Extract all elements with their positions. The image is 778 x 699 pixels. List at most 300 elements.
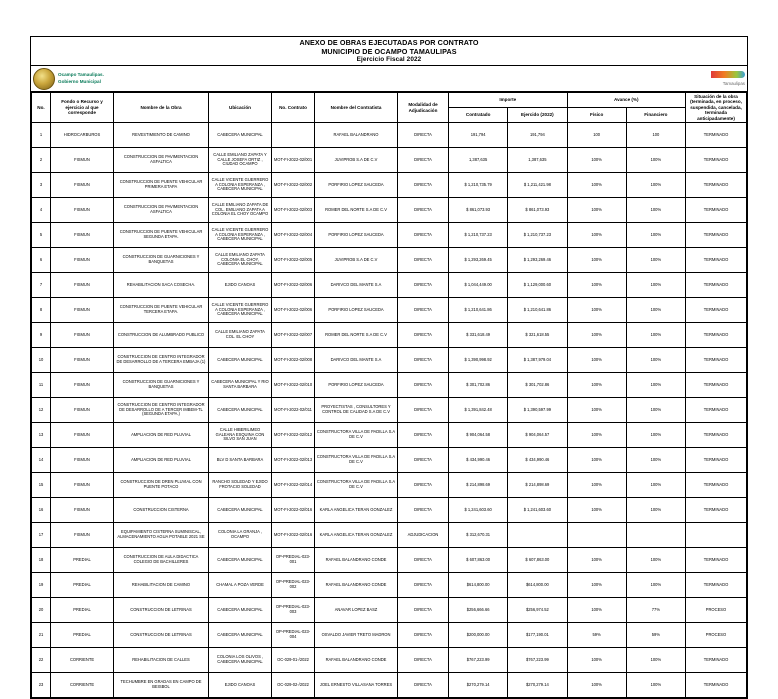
cell-ubicacion: COLONIA LOS OLIVOS , CABECERA MUNICIPAL [209, 648, 272, 673]
cell-modalidad: DIRECTA [398, 273, 449, 298]
cell-modalidad: ADJUDICACION [398, 523, 449, 548]
table-head [32, 93, 747, 123]
cell-financiero: 100% [626, 448, 685, 473]
cell-no: 11 [32, 373, 51, 398]
cell-fisico: 100% [567, 248, 626, 273]
cell-situacion: TERMINADO [686, 323, 747, 348]
cell-no: 12 [32, 398, 51, 423]
cell-contrato: OC-029-01-/2022 [272, 648, 315, 673]
table-row [32, 273, 747, 298]
cell-contratado: $ 1,293,269.45 [449, 248, 508, 273]
cell-contratado: $ 1,391,842.48 [449, 398, 508, 423]
cell-contrato: OP-PREDIAL-023-002 [272, 573, 315, 598]
cell-ubicacion: CABECERA MUNICIPAL [209, 348, 272, 373]
works-table [31, 92, 747, 698]
cell-fondo: FISMUN [51, 248, 114, 273]
cell-no: 23 [32, 673, 51, 698]
cell-situacion: TERMINADO [686, 198, 747, 223]
cell-financiero: 100% [626, 198, 685, 223]
cell-contratista: ROMER DEL NORTE S.A DE C.V [315, 323, 398, 348]
cell-modalidad: DIRECTA [398, 323, 449, 348]
cell-contratista: PORFIRIO LOPEZ SAUCEDA [315, 373, 398, 398]
cell-financiero: 100% [626, 398, 685, 423]
cell-ubicacion: COLONIA LA GRANJA , OCAMPO [209, 523, 272, 548]
cell-fisico: 100% [567, 598, 626, 623]
tamaulipas-swoosh-icon [711, 71, 745, 78]
cell-fondo: FISMUN [51, 198, 114, 223]
cell-contrato: MOT-FI-2022-02/016 [272, 523, 315, 548]
cell-financiero: 100% [626, 223, 685, 248]
cell-ejercido: $ 1,210,641.86 [508, 298, 567, 323]
cell-obra: CONSTRUCCION DE PAVIMENTACION ASFALTICA [114, 148, 209, 173]
cell-no: 9 [32, 323, 51, 348]
title-line-2: MUNICIPIO DE OCAMPO TAMAULIPAS [321, 47, 457, 56]
cell-obra: CONSTRUCCION DE PUENTE VEHICULAR PRIMERA ETAPA [114, 173, 209, 198]
cell-modalidad: DIRECTA [398, 498, 449, 523]
cell-obra: CONSTRUCCION DE CENTRO INTEGRADOR DE DESARROLLO DE A TERCER IMBEM-TL (SEGUNDA ETAPA.) [114, 398, 209, 423]
cell-fondo: FISMUN [51, 323, 114, 348]
state-branding [635, 71, 745, 86]
cell-ubicacion: CALLE EMILIANO ZAPATA COL. EL CHOY [209, 323, 272, 348]
cell-obra: REVESTIMIENTO DE CAMINO [114, 123, 209, 148]
cell-ejercido: $ 1,210,737.23 [508, 223, 567, 248]
table-row [32, 398, 747, 423]
cell-obra: REHABILITACION DE CALLES [114, 648, 209, 673]
cell-situacion: TERMINADO [686, 173, 747, 198]
title-line-3: Ejercicio Fiscal 2022 [356, 56, 422, 63]
cell-contratista: PORFIRIO LOPEZ SAUCEDA [315, 173, 398, 198]
cell-no: 16 [32, 498, 51, 523]
cell-ejercido: $ 1,387,979.04 [508, 348, 567, 373]
cell-financiero: 100% [626, 573, 685, 598]
cell-ejercido: $ 321,618.55 [508, 323, 567, 348]
header-situacion: Situación de la obra (terminada, en proceso, suspendida, cancelada, terminada anticipadamente) [686, 93, 747, 123]
cell-situacion: TERMINADO [686, 348, 747, 373]
cell-fondo: FISMUN [51, 148, 114, 173]
cell-contrato: MOT-FI-2022-02/001 [272, 148, 315, 173]
cell-ubicacion: CABECERA MUNICIPAL [209, 498, 272, 523]
cell-fondo: FISMUN [51, 273, 114, 298]
cell-ubicacion: CALLE VICENTE GUERRERO A COLONIA ESPERANZA , CABECERA MUNICIPAL [209, 298, 272, 323]
cell-financiero [626, 523, 685, 548]
table-row [32, 123, 747, 148]
cell-contratista: PORFIRIO LOPEZ SAUCEDA [315, 298, 398, 323]
cell-contratista: PORFIRIO LOPEZ SAUCEDA [315, 223, 398, 248]
header-obra: Nombre de la Obra [114, 93, 209, 123]
cell-contrato: OC-029-02-/2022 [272, 673, 315, 698]
cell-contratista: RAFAEL BALANDRANO [315, 123, 398, 148]
cell-contratista: CONSTRUCTORA VILLA DE PADILLA S.A DE C.V [315, 473, 398, 498]
cell-contrato: OP-PREDIAL-023-001 [272, 548, 315, 573]
cell-no: 19 [32, 573, 51, 598]
cell-modalidad: DIRECTA [398, 648, 449, 673]
cell-financiero: 100 [626, 123, 685, 148]
cell-modalidad: DIRECTA [398, 423, 449, 448]
cell-contratado: $ 861,073.93 [449, 198, 508, 223]
cell-financiero: 100% [626, 173, 685, 198]
cell-fisico: 100% [567, 298, 626, 323]
cell-ubicacion: CABECERA MUNICIPAL Y RIO SANTA BARBARA [209, 373, 272, 398]
cell-ejercido: $ 904,064.57 [508, 423, 567, 448]
cell-fisico: 100% [567, 573, 626, 598]
cell-obra: CONSTRUCCION DE AULA DIDACTICA COLEGIO DE BACHILLERES [114, 548, 209, 573]
cell-modalidad: DIRECTA [398, 673, 449, 698]
cell-modalidad: DIRECTA [398, 348, 449, 373]
cell-no: 4 [32, 198, 51, 223]
cell-financiero: 100% [626, 148, 685, 173]
cell-situacion: TERMINADO [686, 273, 747, 298]
table-row [32, 223, 747, 248]
cell-fisico: 100% [567, 423, 626, 448]
cell-fondo: FISMUN [51, 173, 114, 198]
cell-ejercido: $ 1,211,421.98 [508, 173, 567, 198]
header-financiero: Financiero [626, 108, 685, 123]
cell-fondo: PREDIAL [51, 573, 114, 598]
cell-ubicacion: CALLE EMILIANO ZAPATA DE COL. EMILIANO ZAPATA A COLONIA EL CHOY OCAMPO [209, 198, 272, 223]
cell-contrato: MOT-FI-2022-02/006 [272, 273, 315, 298]
table-row [32, 473, 747, 498]
cell-fisico: 100% [567, 198, 626, 223]
cell-fondo: FISMUN [51, 298, 114, 323]
cell-contrato: MOT-FI-2022-02/002 [272, 173, 315, 198]
cell-contratado: $270,279.14 [449, 673, 508, 698]
cell-fisico: 100% [567, 548, 626, 573]
cell-ubicacion: CABECERA MUNICIPAL [209, 123, 272, 148]
cell-obra: REHABILITACION SACA COSECHA. [114, 273, 209, 298]
cell-fondo: FISMUN [51, 348, 114, 373]
table-row [32, 423, 747, 448]
cell-situacion: TERMINADO [686, 548, 747, 573]
cell-modalidad: DIRECTA [398, 473, 449, 498]
cell-fisico [567, 523, 626, 548]
cell-contratado: $256,666.66 [449, 598, 508, 623]
cell-situacion: TERMINADO [686, 373, 747, 398]
cell-fisico: 100% [567, 498, 626, 523]
cell-contrato: MOT-FI-2022-02/006 [272, 298, 315, 323]
table-row [32, 598, 747, 623]
cell-contrato: MOT-FI-2022-02/014 [272, 473, 315, 498]
cell-financiero: 100% [626, 373, 685, 398]
cell-ejercido: $767,223.99 [508, 648, 567, 673]
cell-obra: CONSTRUCCION DE GUARNICIONES Y BANQUETAS [114, 248, 209, 273]
cell-ejercido: $ 214,898.69 [508, 473, 567, 498]
table-body [32, 123, 747, 698]
cell-modalidad: DIRECTA [398, 298, 449, 323]
cell-contratado: $ 1,241,603.60 [449, 498, 508, 523]
cell-fisico: 100% [567, 398, 626, 423]
cell-ejercido: $ 434,990.46 [508, 448, 567, 473]
table-row [32, 548, 747, 573]
cell-obra: AMPLIACION DE RED PLUVIAL [114, 423, 209, 448]
cell-contratado: $200,000.00 [449, 623, 508, 648]
cell-contratista: RAFAEL BALANDRANO CONDE [315, 648, 398, 673]
cell-ubicacion: CABECERA MUNICIPAL [209, 398, 272, 423]
cell-ubicacion: BLV D SANTA BARBARA [209, 448, 272, 473]
cell-fisico: 100% [567, 273, 626, 298]
cell-contratista: CONSTRUCTORA VILLA DE PADILLA S.A DE C.V [315, 423, 398, 448]
cell-fisico: 100% [567, 223, 626, 248]
cell-ubicacion: EJIDO CANOAS [209, 673, 272, 698]
header-row-1 [32, 93, 747, 108]
table-row [32, 573, 747, 598]
cell-no: 15 [32, 473, 51, 498]
cell-fondo: FISMUN [51, 223, 114, 248]
cell-situacion: PROCESO [686, 598, 747, 623]
cell-contratista: DARIVCO DEL MANTE S.A [315, 273, 398, 298]
cell-fondo: PREDIAL [51, 548, 114, 573]
table-row [32, 198, 747, 223]
cell-situacion: TERMINADO [686, 648, 747, 673]
cell-modalidad: DIRECTA [398, 173, 449, 198]
cell-no: 7 [32, 273, 51, 298]
cell-ejercido: $270,279.14 [508, 673, 567, 698]
cell-fondo: CORRIENTE [51, 673, 114, 698]
cell-ubicacion: CABECERA MUNICIPAL [209, 598, 272, 623]
cell-contrato: MOT-FI-2022-02/012 [272, 423, 315, 448]
table-row [32, 348, 747, 373]
cell-contratado: $ 1,210,735.79 [449, 173, 508, 198]
cell-financiero: 100% [626, 548, 685, 573]
header-contratado: Contratado [449, 108, 508, 123]
cell-financiero: 100% [626, 273, 685, 298]
cell-contratado: $ 1,210,641.86 [449, 298, 508, 323]
cell-financiero: 100% [626, 473, 685, 498]
cell-situacion: TERMINADO [686, 398, 747, 423]
cell-modalidad: DIRECTA [398, 598, 449, 623]
cell-ejercido [508, 523, 567, 548]
cell-ubicacion: CALLE HIBERILIMEO GALEANA ESQUINA CON SILVO SAN JUAN [209, 423, 272, 448]
header-fisico: Físico [567, 108, 626, 123]
header-contratista: Nombre del Contratista [315, 93, 398, 123]
cell-modalidad: DIRECTA [398, 248, 449, 273]
table-row [32, 648, 747, 673]
cell-fondo: FISMUN [51, 523, 114, 548]
table-row [32, 523, 747, 548]
cell-contratista: OSVALDO JAVIER TRETO MADRON [315, 623, 398, 648]
cell-modalidad: DIRECTA [398, 623, 449, 648]
cell-no: 17 [32, 523, 51, 548]
cell-ejercido: $177,190.01 [508, 623, 567, 648]
cell-contratista: RAFAEL BALANDRANO CONDE [315, 573, 398, 598]
cell-no: 20 [32, 598, 51, 623]
table-row [32, 498, 747, 523]
cell-fondo: FISMUN [51, 423, 114, 448]
cell-contratista: CONSTRUCTORA VILLA DE PADILLA S.A DE C.V [315, 448, 398, 473]
cell-obra: CONSTRUCCION DE PUENTE VEHICULAR TERCERA ETAPA. [114, 298, 209, 323]
cell-financiero: 100% [626, 323, 685, 348]
cell-situacion: TERMINADO [686, 123, 747, 148]
cell-financiero: 100% [626, 498, 685, 523]
document-frame [30, 36, 748, 699]
cell-contratista: KARLA ANGELICA TERAN GONZALEZ [315, 498, 398, 523]
cell-fondo: PREDIAL [51, 623, 114, 648]
cell-no: 1 [32, 123, 51, 148]
cell-modalidad: DIRECTA [398, 148, 449, 173]
cell-fondo: FISMUN [51, 448, 114, 473]
cell-ejercido: $ 301,702.86 [508, 373, 567, 398]
cell-ejercido: 1,387,635 [508, 148, 567, 173]
cell-fondo: FISMUN [51, 373, 114, 398]
gov-line-2: Gobierno Municipal [58, 78, 101, 84]
cell-contrato: MOT-FI-2022-02/003 [272, 198, 315, 223]
cell-modalidad: DIRECTA [398, 198, 449, 223]
cell-modalidad: DIRECTA [398, 448, 449, 473]
cell-ubicacion: CALLE VICENTE GUERRERO A COLONIA ESPERANZA , CABECERA MUNICIPAL [209, 223, 272, 248]
cell-ejercido: $256,974.52 [508, 598, 567, 623]
cell-ejercido: $ 1,390,597.99 [508, 398, 567, 423]
table-row [32, 148, 747, 173]
cell-fisico: 100% [567, 348, 626, 373]
cell-fisico: 100% [567, 673, 626, 698]
cell-contratista: RAFAEL BALANDRANO CONDE [315, 548, 398, 573]
cell-contratista: PROYECTISTAS , CONSULTORES Y CONTROL DE CALIDAD S.A DE C.V [315, 398, 398, 423]
cell-contratista: ROMER DEL NORTE S.A DE C.V [315, 198, 398, 223]
cell-contratado: $ 1,044,449.00 [449, 273, 508, 298]
cell-situacion: TERMINADO [686, 223, 747, 248]
state-label: Tamaulipas [722, 80, 745, 86]
cell-ubicacion: EJIDO CANOAS [209, 273, 272, 298]
cell-contrato [272, 123, 315, 148]
cell-contratado: 1,387,635 [449, 148, 508, 173]
cell-obra: CONSTRUCCION DE PAVIMENTACION ASFALTICA [114, 198, 209, 223]
cell-financiero: 77% [626, 598, 685, 623]
cell-obra: CONSTRUCCION DE LETRINAS [114, 623, 209, 648]
cell-fisico: 100% [567, 148, 626, 173]
header-contrato: No. Contrato [272, 93, 315, 123]
cell-fondo: HIDROCARBUROS [51, 123, 114, 148]
cell-fisico: 100% [567, 373, 626, 398]
cell-ejercido: 191,794 [508, 123, 567, 148]
title-line-1: ANEXO DE OBRAS EJECUTADAS POR CONTRATO [299, 38, 479, 47]
header-importe: Importe [449, 93, 568, 108]
cell-no: 6 [32, 248, 51, 273]
header-fondo: Fondo o Recurso y ejercicio al que corresponde [51, 93, 114, 123]
cell-contratado: $ 312,670.31 [449, 523, 508, 548]
cell-ejercido: $614,800.00 [508, 573, 567, 598]
cell-fondo: FISMUN [51, 473, 114, 498]
cell-no: 8 [32, 298, 51, 323]
cell-situacion: TERMINADO [686, 423, 747, 448]
cell-contratado: $ 1,390,998.92 [449, 348, 508, 373]
cell-fisico: 100% [567, 173, 626, 198]
cell-no: 3 [32, 173, 51, 198]
cell-contrato: OP-PREDIAL-023-004 [272, 623, 315, 648]
cell-obra: REHABILITACION DE CAMINO [114, 573, 209, 598]
cell-situacion: TERMINADO [686, 573, 747, 598]
cell-fondo: FISMUN [51, 498, 114, 523]
cell-modalidad: DIRECTA [398, 548, 449, 573]
cell-situacion: TERMINADO [686, 148, 747, 173]
cell-no: 22 [32, 648, 51, 673]
cell-contrato: MOT-FI-2022-02/004 [272, 223, 315, 248]
municipal-crest-icon [33, 68, 55, 90]
cell-contrato: MOT-FI-2022-02/013 [272, 448, 315, 473]
cell-ubicacion: CABECERA MUNICIPAL [209, 623, 272, 648]
cell-no: 5 [32, 223, 51, 248]
cell-obra: EQUIPAMIENTO CISTERNA SUMINISCAL, ALMACENAMIENTO AGUA POTABLE 2021 SE [114, 523, 209, 548]
cell-ejercido: $ 607,863.00 [508, 548, 567, 573]
cell-obra: CONSTRUCCION DE ALUMBRADO PUBLICO [114, 323, 209, 348]
cell-situacion: TERMINADO [686, 473, 747, 498]
cell-no: 2 [32, 148, 51, 173]
cell-financiero: 100% [626, 298, 685, 323]
cell-contratado: $ 331,618.49 [449, 323, 508, 348]
cell-contratista: JUVIPROB S.A DE C.V [315, 148, 398, 173]
cell-ejercido: $ 1,293,269.46 [508, 248, 567, 273]
cell-modalidad: DIRECTA [398, 123, 449, 148]
cell-ubicacion: CALLE EMILIANO ZAPATA COLONIA EL CHOY, CABECERA MUNICIPAL [209, 248, 272, 273]
cell-situacion: TERMINADO [686, 448, 747, 473]
cell-fisico: 100% [567, 473, 626, 498]
cell-situacion: TERMINADO [686, 248, 747, 273]
cell-ubicacion: CHAMAL A POZA VERDE [209, 573, 272, 598]
cell-obra: CONSTRUCCION DE CENTRO INTEGRADOR DE DESARROLLO DE A TERCERA EMBAJA (1) [114, 348, 209, 373]
cell-fondo: CORRIENTE [51, 648, 114, 673]
cell-modalidad: DIRECTA [398, 573, 449, 598]
gov-text-block [58, 72, 104, 84]
header-ejercido: Ejercido (2022) [508, 108, 567, 123]
cell-situacion [686, 523, 747, 548]
cell-fisico: 100% [567, 448, 626, 473]
cell-fisico: 100% [567, 648, 626, 673]
header-ubicacion: Ubicación [209, 93, 272, 123]
cell-obra: TECHUMBRE EN GRADAS EN CAMPO DE BEISBOL [114, 673, 209, 698]
table-row [32, 173, 747, 198]
cell-contrato: MOT-FI-2022-02/016 [272, 498, 315, 523]
cell-obra: CONSTRUCCION DE PUENTE VEHICULAR SEGUNDA ETAPA. [114, 223, 209, 248]
cell-contrato: OP-PREDIAL-023-003 [272, 598, 315, 623]
cell-modalidad: DIRECTA [398, 398, 449, 423]
cell-contratado: $ 214,898.69 [449, 473, 508, 498]
cell-situacion: TERMINADO [686, 673, 747, 698]
cell-fondo: PREDIAL [51, 598, 114, 623]
cell-situacion: TERMINADO [686, 298, 747, 323]
cell-contratista: DARIVCO DEL MANTE S.A [315, 348, 398, 373]
table-row [32, 323, 747, 348]
table-row [32, 673, 747, 698]
cell-contratado: $767,223.99 [449, 648, 508, 673]
cell-contrato: MOT-FI-2022-02/008 [272, 348, 315, 373]
cell-ubicacion: CALLE EMILIANO ZAPATA Y CALLE JOSEFA ORTIZ , CIUDAD OCAMPO [209, 148, 272, 173]
cell-contratista: ANAVAR LOPEZ BASZ [315, 598, 398, 623]
cell-ubicacion: RANCHO SOLEDAD Y EJIDO FROTACIO SOLEDAD [209, 473, 272, 498]
cell-financiero: 100% [626, 648, 685, 673]
header-modalidad: Modalidad de Adjudicación [398, 93, 449, 123]
cell-contrato: MOT-FI-2022-02/007 [272, 323, 315, 348]
cell-contratado: $ 1,210,737.23 [449, 223, 508, 248]
cell-ejercido: $ 1,129,000.60 [508, 273, 567, 298]
cell-fisico: 100 [567, 123, 626, 148]
cell-financiero: 100% [626, 423, 685, 448]
cell-modalidad: DIRECTA [398, 373, 449, 398]
municipal-branding [33, 68, 233, 90]
cell-contrato: MOT-FI-2022-02/011 [272, 398, 315, 423]
cell-contratado: $ 904,064.58 [449, 423, 508, 448]
cell-ejercido: $ 1,241,603.60 [508, 498, 567, 523]
cell-no: 18 [32, 548, 51, 573]
table-row [32, 298, 747, 323]
cell-obra: CONSTRUCCION DE LETRINAS [114, 598, 209, 623]
cell-contratista: JOEL ERNESTO VILLASANA TORRES [315, 673, 398, 698]
cell-no: 14 [32, 448, 51, 473]
cell-contrato: MOT-FI-2022-02/005 [272, 248, 315, 273]
cell-ubicacion: CALLE VICENTE GUERRERO A COLONIA ESPERANZA , CABECERA MUNICIPAL [209, 173, 272, 198]
cell-situacion: TERMINADO [686, 498, 747, 523]
table-row [32, 373, 747, 398]
cell-obra: CONSTRUCCION DE DREN PLUVIAL CON PUENTE POTACO [114, 473, 209, 498]
table-row [32, 623, 747, 648]
cell-contratista: JUVIPROB S.A DE C.V [315, 248, 398, 273]
